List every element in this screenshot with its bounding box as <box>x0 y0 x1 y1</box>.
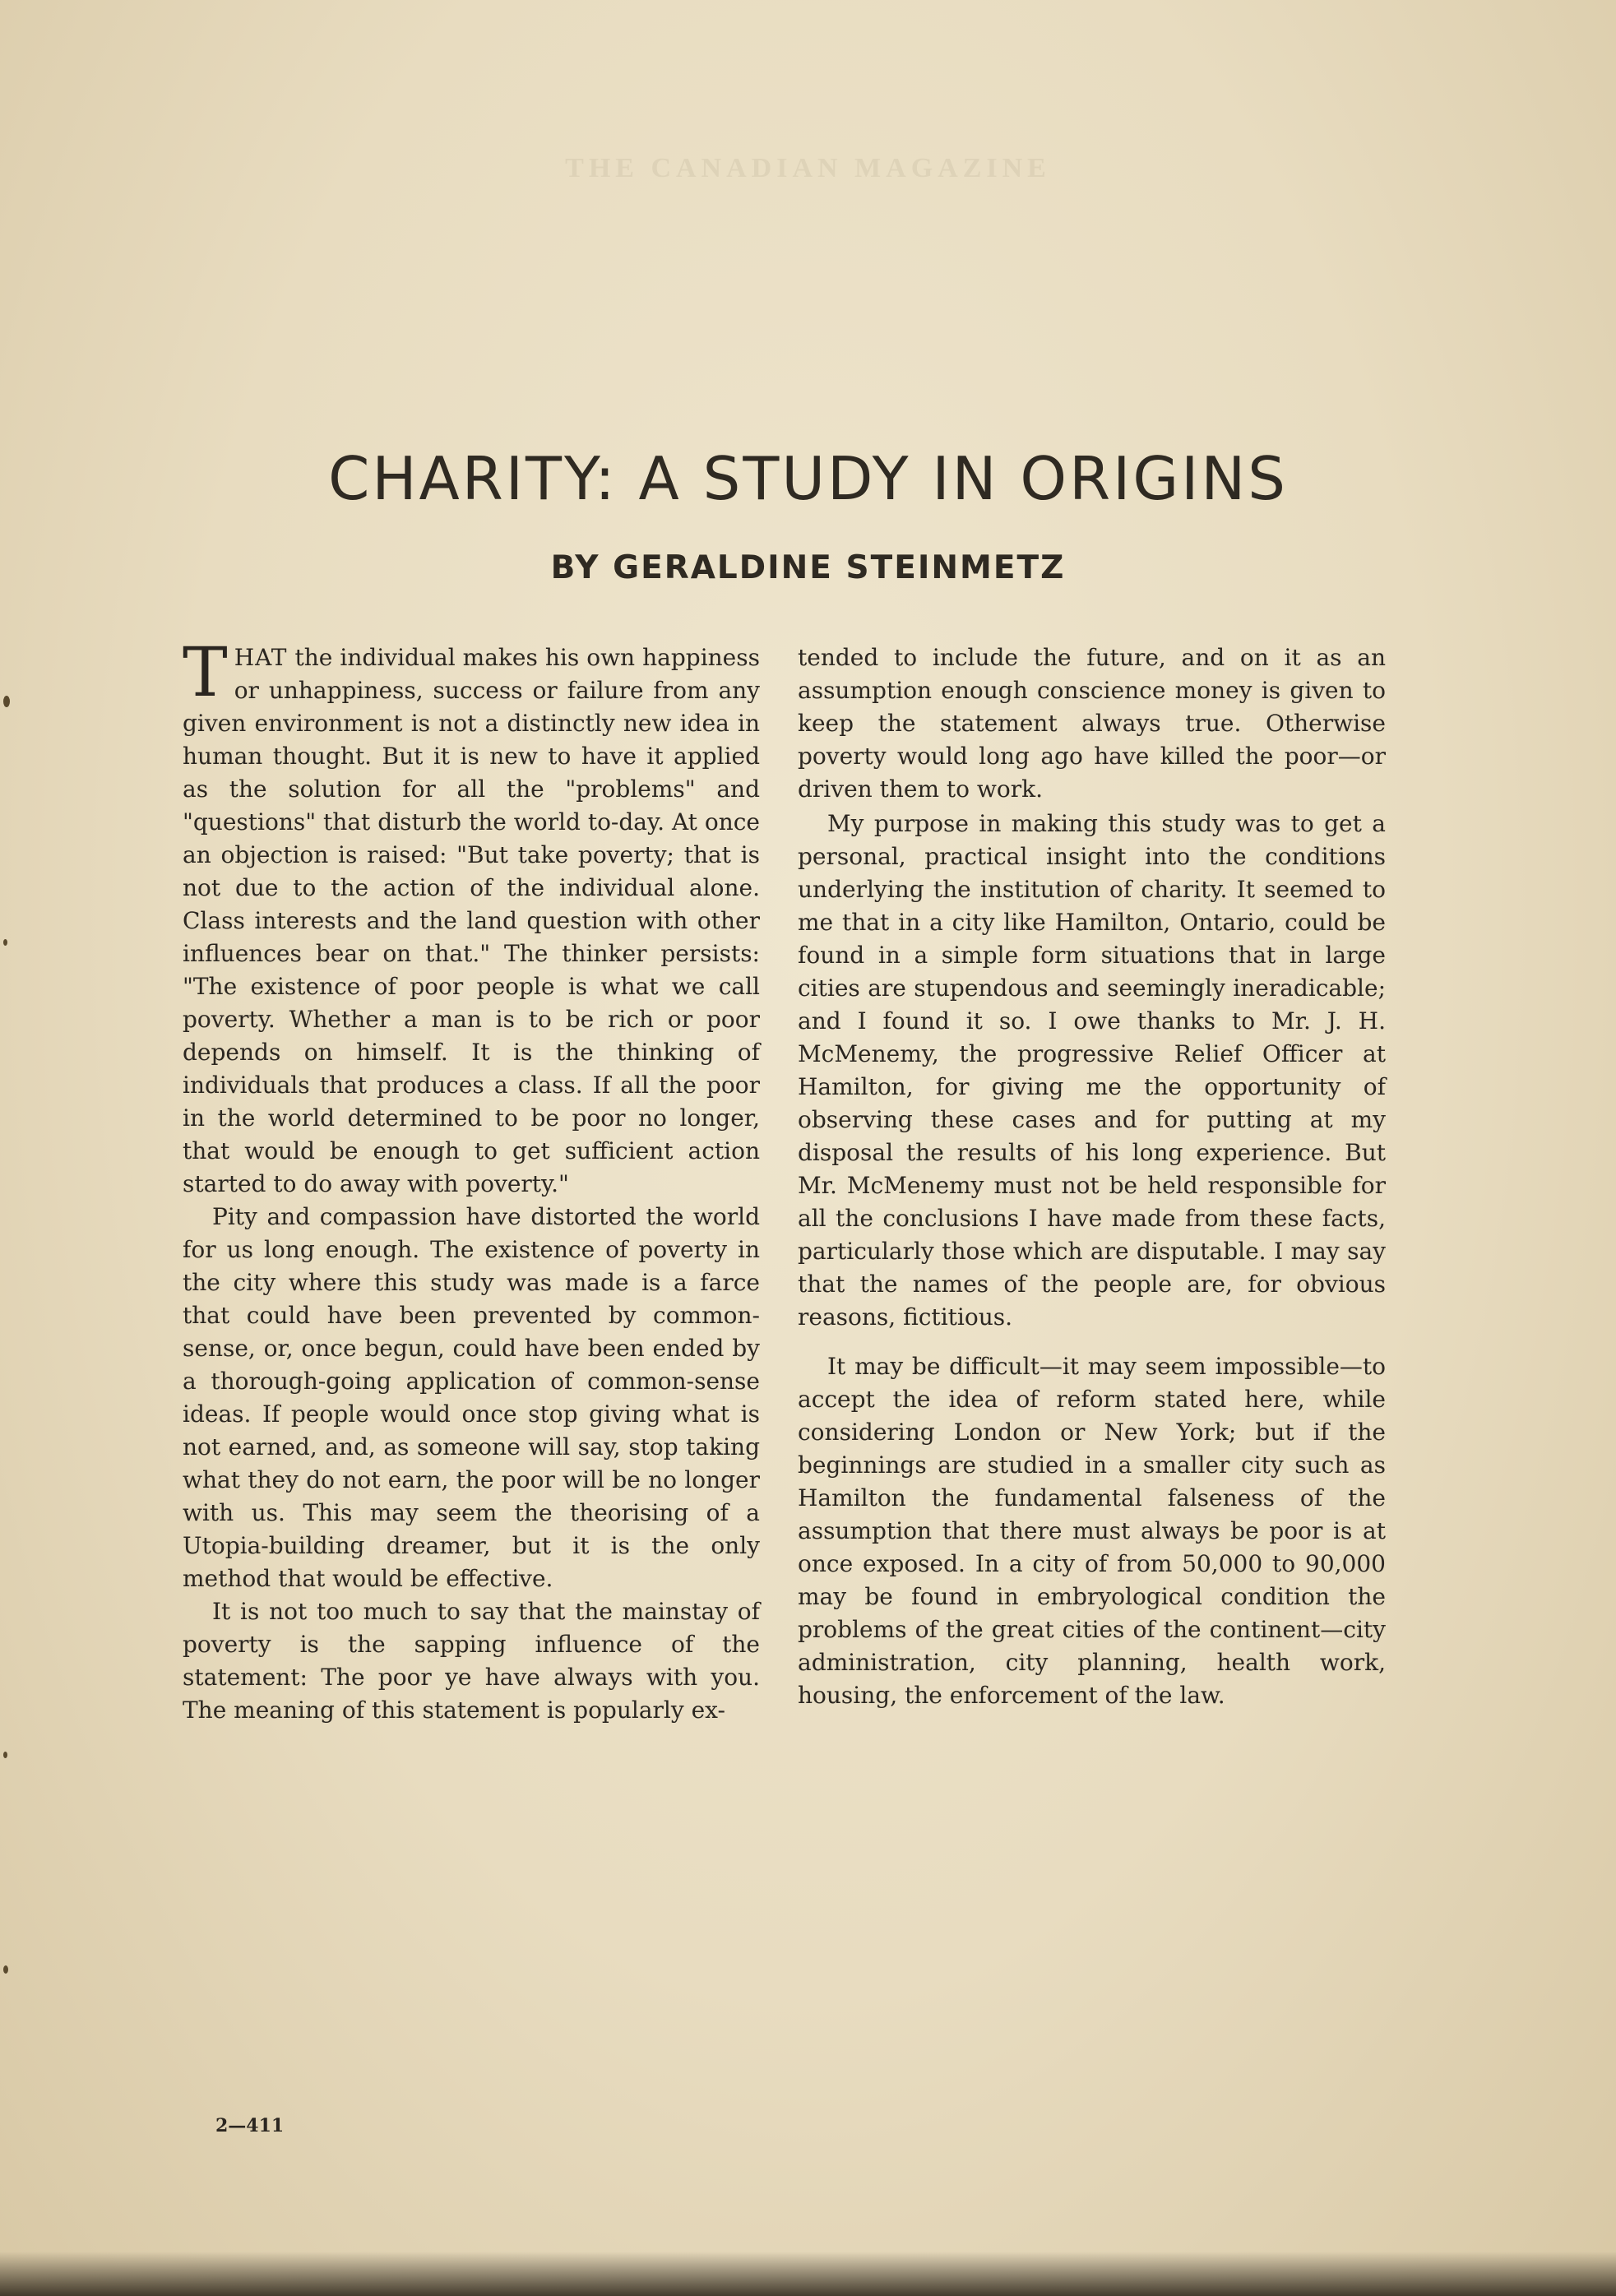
text-column-left <box>183 634 760 1727</box>
article-title: CHARITY: A STUDY IN ORIGINS <box>328 444 1288 513</box>
paragraph: My purpose in making this study was to get a personal, practical insight into the conditions underlying the institution of charity. It seemed to me that in a city like Hamilton, Ontario, could be found in a simple form situations that in large cities are stupendous and seemingly ineradicable; and I found it so. I owe thanks to Mr. J. H. McMenemy, the progressive Relief Officer at Hamilton, for giving me the opportunity of observing these cases and for putting at my disposal the results of his long experience. But Mr. McMenemy must not be held responsible for all the conclusions I have made from these facts, particularly those which are disputable. I may say that the names of the people are, for obvious reasons, fictitious. <box>798 810 1386 1331</box>
paragraph: It may be difficult—it may seem impossible—to accept the idea of reform stated here, while considering London or New York; but if the beginnings are studied in a smaller city such as Hamilton the fundamental falseness of the assumption that there must always be poor is at once exposed. In a city of from 50,000 to 90,000 may be found in embryological condition the problems of the great cities of the continent—city administration, city planning, health work, housing, the enforcement of the law. <box>798 1353 1386 1709</box>
binding-hole-mark <box>3 1965 8 1974</box>
paragraph: It is not too much to say that the mainstay of poverty is the sapping influence of the statement: The poor ye have always with you. The meaning of this statement is popularly ex- <box>183 1598 760 1724</box>
page-bottom-shadow <box>0 2252 1616 2296</box>
paragraph: Pity and compassion have distorted the world for us long enough. The existence of poverty in the city where this study was made is a farce that could have been prevented by common-sense, or, once begun, could have been ended by a thorough-going application of common-sense ideas. If people would once stop giving what is not earned, and, as someone will say, stop taking what they do not earn, the poor will be no longer with us. This may seem the theorising of a Utopia-building dreamer, but it is the only method that would be effective. <box>183 1203 760 1592</box>
binding-hole-mark <box>3 696 10 707</box>
drop-cap: T <box>183 634 228 712</box>
text-column-right <box>798 641 1386 1712</box>
page-number: 2—411 <box>215 2115 285 2136</box>
opening-small-caps: HAT <box>234 644 288 671</box>
paragraph: tended to include the future, and on it as an assumption enough conscience money is given to keep the statement always true. Otherwise poverty would long ago have killed the poor—or driven them to work. <box>798 644 1386 803</box>
paragraph <box>183 634 760 1201</box>
binding-hole-mark <box>3 939 7 946</box>
show-through-header: THE CANADIAN MAGAZINE <box>565 153 1051 183</box>
paragraph-text: the individual makes his own happiness or unhappiness, success or failure from any given environment is not a distinctly new idea in human thought. But it is new to have it applied as the solution for all the "problems" and "questions" that disturb the world to-day. At once an objection is raised: "But take poverty; that is not due to the action of the individual alone. Class interests and the land question with other influences bear on that." The thinker persists: "The existence of poor people is what we call poverty. Whether a man is to be rich or poor depends on himself. It is the thinking of individuals that produces a class. If all the poor in the world determined to be poor no longer, that would be enough to get sufficient action started to do away with poverty." <box>183 644 760 1197</box>
binding-hole-mark <box>3 1752 7 1758</box>
article-byline: BY GERALDINE STEINMETZ <box>550 549 1066 586</box>
